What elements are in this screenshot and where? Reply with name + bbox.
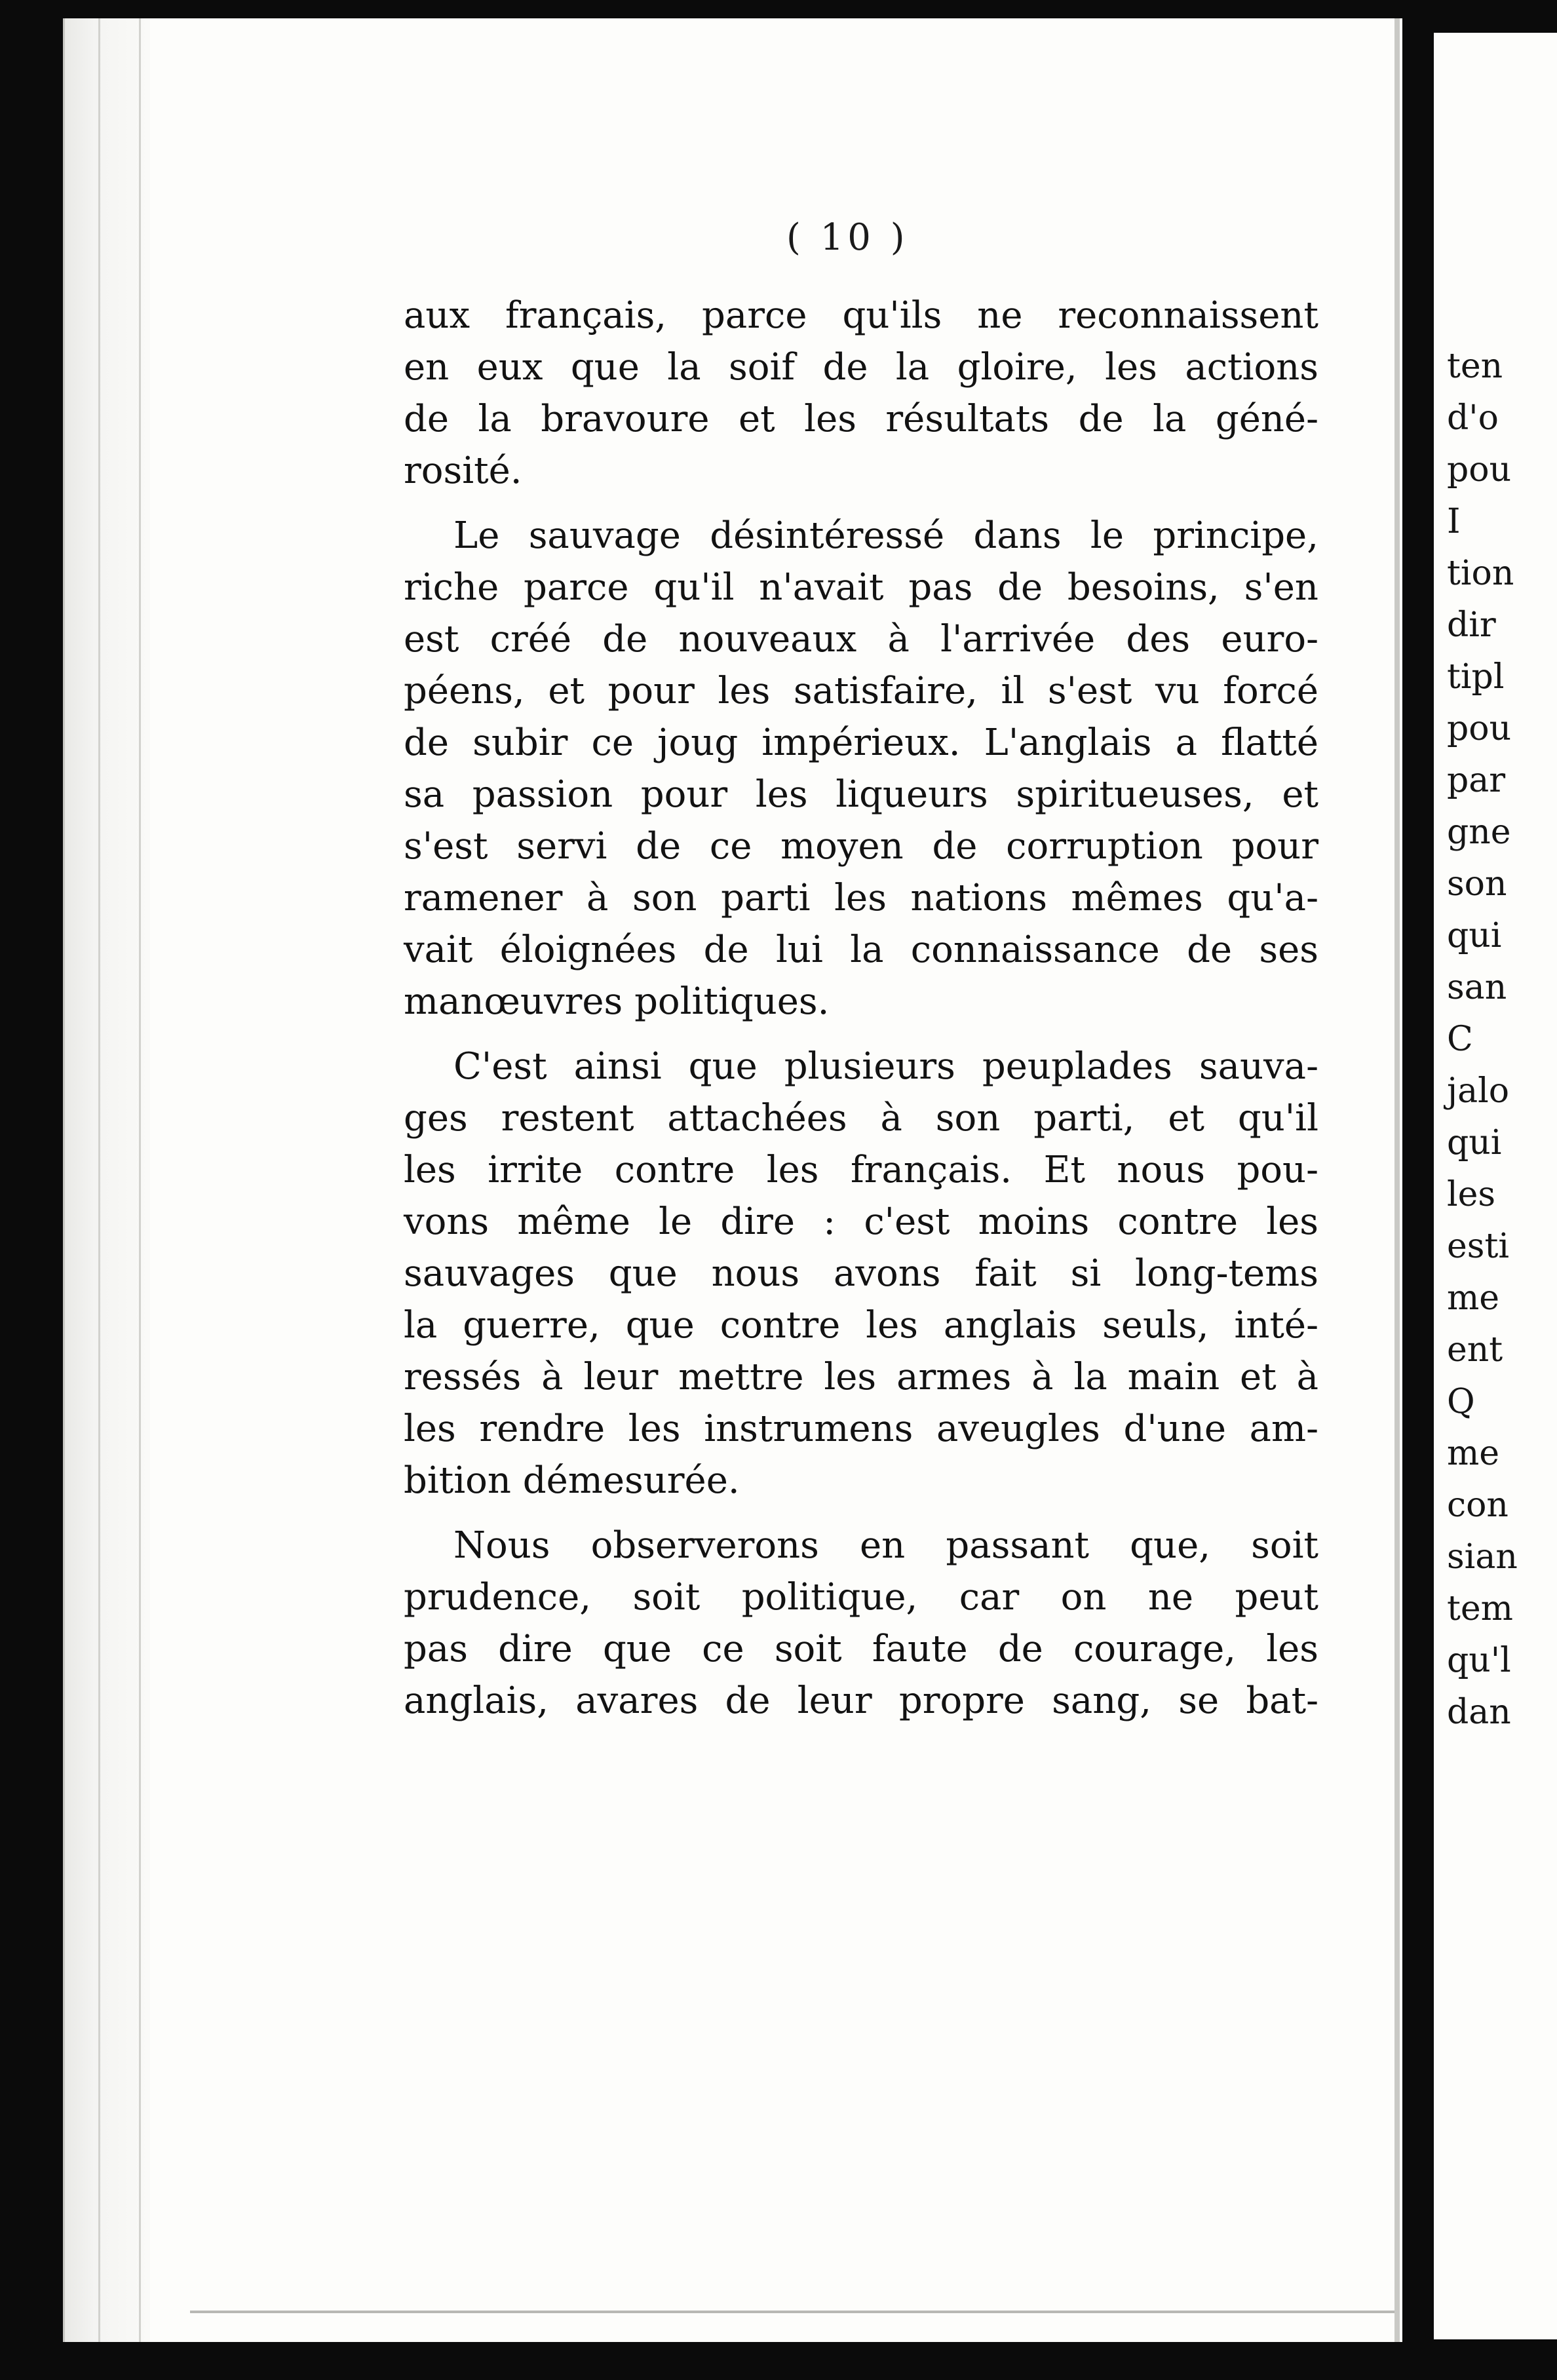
text-line: la guerre, que contre les anglais seuls, inté- xyxy=(404,1304,1318,1347)
facing-page-text xyxy=(1447,341,1518,1738)
facing-page-line: ent xyxy=(1447,1330,1503,1370)
page-number: ( 10 ) xyxy=(786,216,909,259)
text-line: ressés à leur mettre les armes à la main et à xyxy=(404,1356,1318,1398)
facing-page-line: tem xyxy=(1447,1589,1513,1628)
paragraph xyxy=(404,510,1318,1027)
book-spine-divider xyxy=(1402,0,1434,2380)
page-bottom-edge xyxy=(190,2311,1396,2313)
facing-page-line: Q xyxy=(1447,1382,1475,1421)
text-line: de subir ce joug impérieux. L'anglais a flatté xyxy=(404,721,1318,764)
text-line: en eux que la soif de la gloire, les actions xyxy=(404,346,1318,389)
facing-page-line: gne xyxy=(1447,813,1511,852)
facing-page-line: sian xyxy=(1447,1537,1518,1577)
text-line: sauvages que nous avons fait si long-tems xyxy=(404,1252,1318,1295)
facing-page-line: san xyxy=(1447,968,1507,1007)
facing-page-line: pou xyxy=(1447,709,1512,748)
paragraph-gap xyxy=(404,1507,1318,1520)
text-line: est créé de nouveaux à l'arrivée des euro- xyxy=(404,618,1318,661)
facing-page-line: qui xyxy=(1447,916,1502,955)
facing-page-line: esti xyxy=(1447,1227,1509,1266)
text-line: pas dire que ce soit faute de courage, les xyxy=(404,1628,1318,1670)
facing-page-line: dan xyxy=(1447,1693,1511,1732)
facing-page-line: d'o xyxy=(1447,398,1499,438)
gutter-line xyxy=(98,18,100,2342)
page-body-text xyxy=(404,290,1318,1727)
paragraph-gap xyxy=(404,1027,1318,1041)
facing-page-line: dir xyxy=(1447,605,1496,645)
text-line: Le sauvage désintéressé dans le principe, xyxy=(453,514,1318,557)
facing-page-line: tion xyxy=(1447,554,1514,593)
facing-page-line: con xyxy=(1447,1486,1509,1525)
text-line: Nous observerons en passant que, soit xyxy=(453,1524,1318,1567)
text-line: s'est servi de ce moyen de corruption pour xyxy=(404,825,1318,868)
facing-page-line: qui xyxy=(1447,1123,1502,1162)
facing-page-line: les xyxy=(1447,1175,1496,1214)
facing-page-line: son xyxy=(1447,864,1507,904)
text-line: bition démesurée. xyxy=(404,1459,740,1502)
paragraph xyxy=(404,290,1318,497)
facing-page xyxy=(1434,33,1557,2339)
text-line: vons même le dire : c'est moins contre les xyxy=(404,1200,1318,1243)
facing-page-line: qu'l xyxy=(1447,1641,1511,1680)
facing-page-line: ten xyxy=(1447,347,1503,386)
paragraph xyxy=(404,1520,1318,1727)
scan-left-margin xyxy=(0,0,63,2380)
facing-page-line: jalo xyxy=(1447,1071,1510,1111)
text-line: prudence, soit politique, car on ne peut xyxy=(404,1576,1318,1619)
text-line: aux français, parce qu'ils ne reconnaissent xyxy=(404,294,1318,337)
text-line: les irrite contre les français. Et nous pou- xyxy=(404,1149,1318,1191)
text-line: manœuvres politiques. xyxy=(404,980,830,1023)
facing-page-line: tipl xyxy=(1447,657,1505,697)
paragraph xyxy=(404,1041,1318,1507)
facing-page-line: me xyxy=(1447,1434,1500,1473)
facing-page-line: pou xyxy=(1447,450,1512,489)
page-right-edge xyxy=(1394,18,1400,2342)
facing-page-line: C xyxy=(1447,1020,1473,1059)
text-line: les rendre les instrumens aveugles d'une am- xyxy=(404,1408,1318,1450)
text-line: riche parce qu'il n'avait pas de besoins, s'en xyxy=(404,566,1318,609)
gutter-line xyxy=(139,18,141,2342)
text-line: ges restent attachées à son parti, et qu'il xyxy=(404,1097,1318,1140)
paragraph-gap xyxy=(404,497,1318,510)
facing-page-line: par xyxy=(1447,761,1506,800)
page-binding-gutter xyxy=(63,18,150,2342)
text-line: C'est ainsi que plusieurs peuplades sauva- xyxy=(453,1045,1318,1088)
facing-page-line: I xyxy=(1447,502,1461,541)
text-line: vait éloignées de lui la connaissance de ses xyxy=(404,929,1318,971)
text-line: sa passion pour les liqueurs spiritueuses, et xyxy=(404,773,1318,816)
facing-page-line: me xyxy=(1447,1278,1500,1318)
text-line: de la bravoure et les résultats de la géné- xyxy=(404,398,1318,440)
text-line: anglais, avares de leur propre sang, se bat- xyxy=(404,1679,1318,1722)
text-line: péens, et pour les satisfaire, il s'est vu forcé xyxy=(404,670,1318,712)
text-line: ramener à son parti les nations mêmes qu'a- xyxy=(404,877,1318,919)
text-line: rosité. xyxy=(404,450,522,492)
